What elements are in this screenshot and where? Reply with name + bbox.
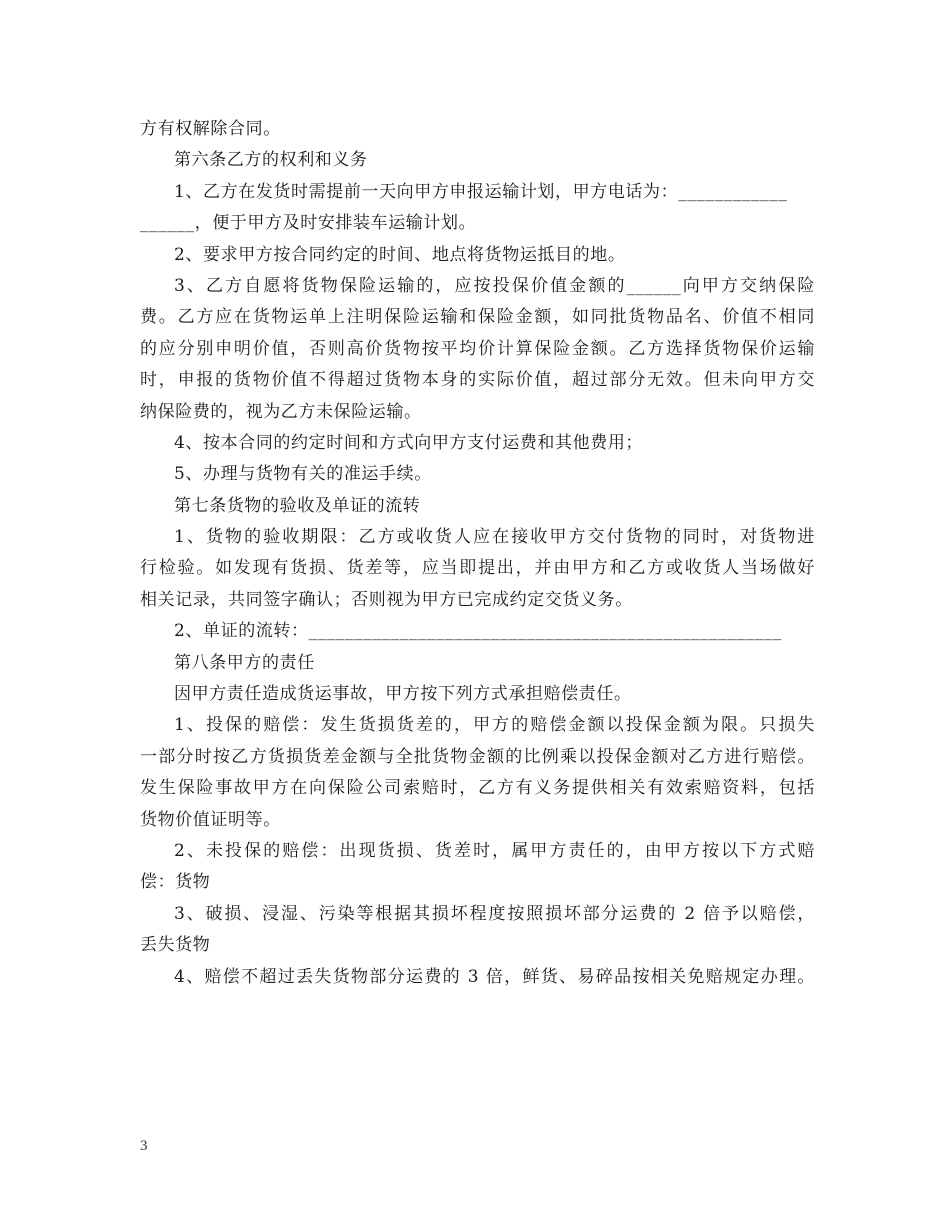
- text-line: 第七条货物的验收及单证的流转: [174, 495, 421, 516]
- text-line: 第八条甲方的责任: [174, 652, 315, 673]
- document-body: [140, 114, 815, 993]
- text-line: 3、破损、浸湿、污染等根据其损坏程度按照损坏部分运费的 2 倍予以赔偿，: [174, 903, 815, 924]
- text-line: 的应分别申明价值，否则高价货物按平均价计算保险金额。乙方选择货物保价运输: [140, 338, 815, 359]
- text-line: ______，便于甲方及时安排装车运输计划。: [140, 213, 477, 234]
- text-line: 相关记录，共同签字确认；否则视为甲方已完成约定交货义务。: [140, 589, 633, 610]
- page-number: 3: [140, 1138, 148, 1154]
- text-line: 货物价值证明等。: [140, 809, 281, 830]
- text-line: 2、单证的流转：____________________________________________________: [174, 621, 782, 642]
- text-line: 偿：货物: [140, 872, 211, 893]
- text-line: 4、按本合同的约定时间和方式向甲方支付运费和其他费用；: [174, 432, 644, 453]
- text-line: 2、未投保的赔偿：出现货损、货差时，属甲方责任的，由甲方按以下方式赔: [174, 840, 815, 861]
- text-line: 纳保险费的，视为乙方未保险运输。: [140, 401, 422, 422]
- text-line: 3、乙方自愿将货物保险运输的，应按投保价值金额的______向甲方交纳保险: [174, 275, 815, 296]
- text-line: 第六条乙方的权利和义务: [174, 150, 368, 171]
- text-line: 一部分时按乙方货损货差金额与全批货物金额的比例乘以投保金额对乙方进行赔偿。: [140, 746, 815, 767]
- text-line: 行检验。如发现有货损、货差等，应当即提出，并由甲方和乙方或收货人当场做好: [140, 558, 815, 579]
- text-line: 1、货物的验收期限：乙方或收货人应在接收甲方交付货物的同时，对货物进: [174, 527, 815, 548]
- text-line: 因甲方责任造成货运事故，甲方按下列方式承担赔偿责任。: [174, 684, 632, 705]
- text-line: 1、投保的赔偿：发生货损货差的，甲方的赔偿金额以投保金额为限。只损失: [174, 715, 815, 736]
- text-line: 时，申报的货物价值不得超过货物本身的实际价值，超过部分无效。但未向甲方交: [140, 370, 815, 391]
- text-line: 2、要求甲方按合同约定的时间、地点将货物运抵目的地。: [174, 244, 626, 265]
- text-line: 方有权解除合同。: [140, 119, 281, 139]
- text-line: 发生保险事故甲方在向保险公司索赔时，乙方有义务提供相关有效索赔资料，包括: [140, 778, 815, 799]
- text-line: 丢失货物: [140, 935, 211, 956]
- text-line: 4、赔偿不超过丢失货物部分运费的 3 倍，鲜货、易碎品按相关免赔规定办理。: [174, 966, 815, 987]
- text-line: 5、办理与货物有关的准运手续。: [174, 464, 432, 485]
- text-line: 1、乙方在发货时需提前一天向甲方申报运输计划，甲方电话为：____________: [174, 181, 788, 202]
- text-line: 费。乙方应在货物运单上注明保险运输和保险金额，如同批货物品名、价值不相同: [140, 307, 815, 328]
